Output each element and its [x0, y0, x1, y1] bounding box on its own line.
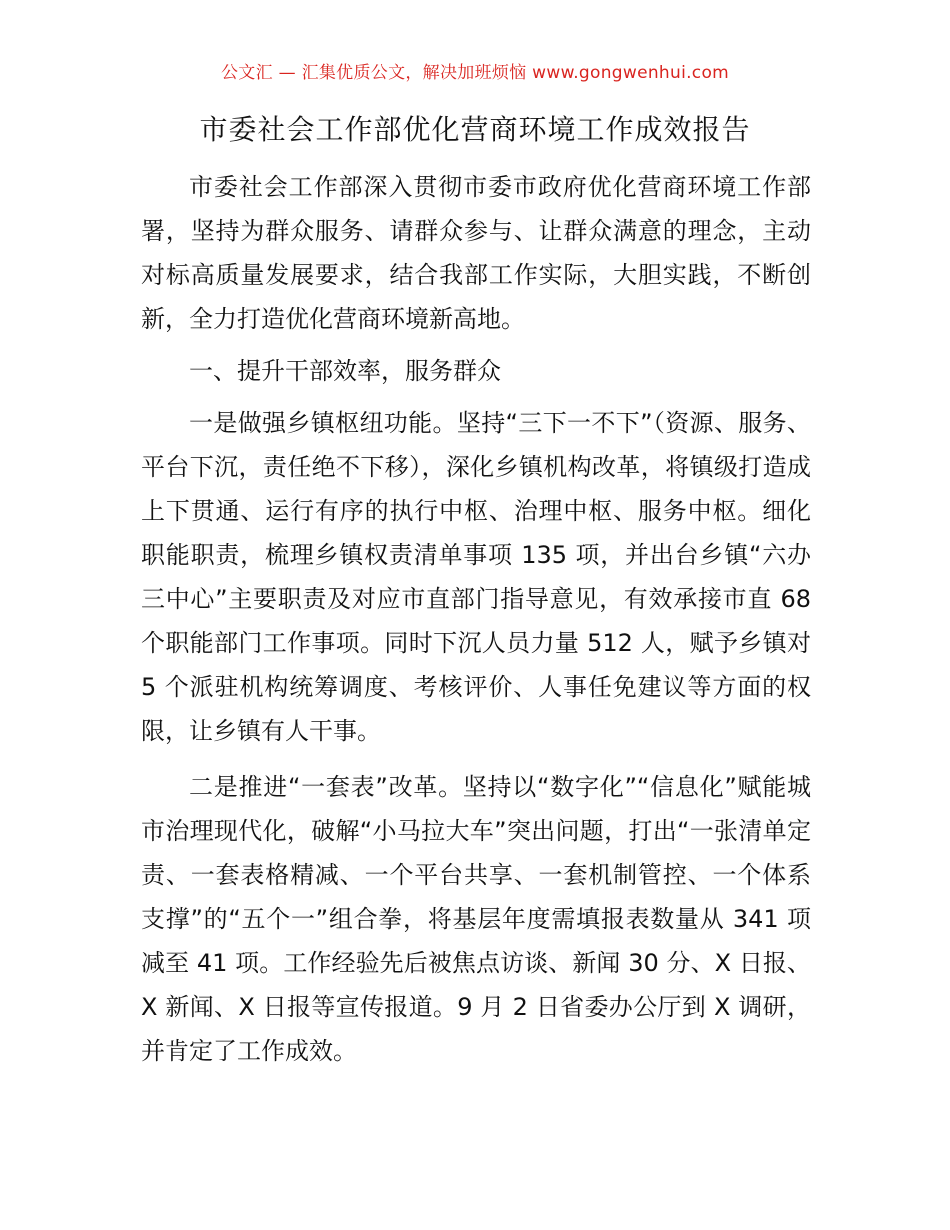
body-paragraph: 二是推进“一套表”改革。坚持以“数字化”“信息化”赋能城市治理现代化，破解“小马拉大车”突出问题，打出“一张清单定责、一套表格精减、一个平台共享、一套机制管控、一个体系支撑”的“五个一”组合拳，将基层年度需填报表数量从 341 项减至 41 项。工作经验先后被焦点访谈、新闻 30 分、X 日报、X 新闻、X 日报等宣传报道。9 月 2 日省委办公厅到 X 调研，并肯定了工作成效。 — [141, 773, 811, 1065]
intro-paragraph: 市委社会工作部深入贯彻市委市政府优化营商环境工作部署，坚持为群众服务、请群众参与、让群众满意的理念，主动对标高质量发展要求，结合我部工作实际，大胆实践，不断创新，全力打造优化营商环境新高地。 — [141, 173, 811, 333]
document-title: 市委社会工作部优化营商环境工作成效报告 — [199, 113, 751, 146]
body-paragraph: 一是做强乡镇枢纽功能。坚持“三下一不下”（资源、服务、平台下沉，责任绝不下移），深化乡镇机构改革，将镇级打造成上下贯通、运行有序的执行中枢、治理中枢、服务中枢。细化职能职责，梳理乡镇权责清单事项 135 项，并出台乡镇“六办三中心”主要职责及对应市直部门指导意见，有效承接市直 68 个职能部门工作事项。同时下沉人员力量 512 人，赋予乡镇对 5 个派驻机构统筹调度、考核评价、人事任免建议等方面的权限，让乡镇有人干事。 — [141, 409, 811, 745]
site-banner: 公文汇 — 汇集优质公文，解决加班烦恼 www.gongwenhui.com — [220, 63, 730, 83]
document-body — [141, 165, 811, 1073]
section-heading: 一、提升干部效率，服务群众 — [189, 357, 501, 385]
